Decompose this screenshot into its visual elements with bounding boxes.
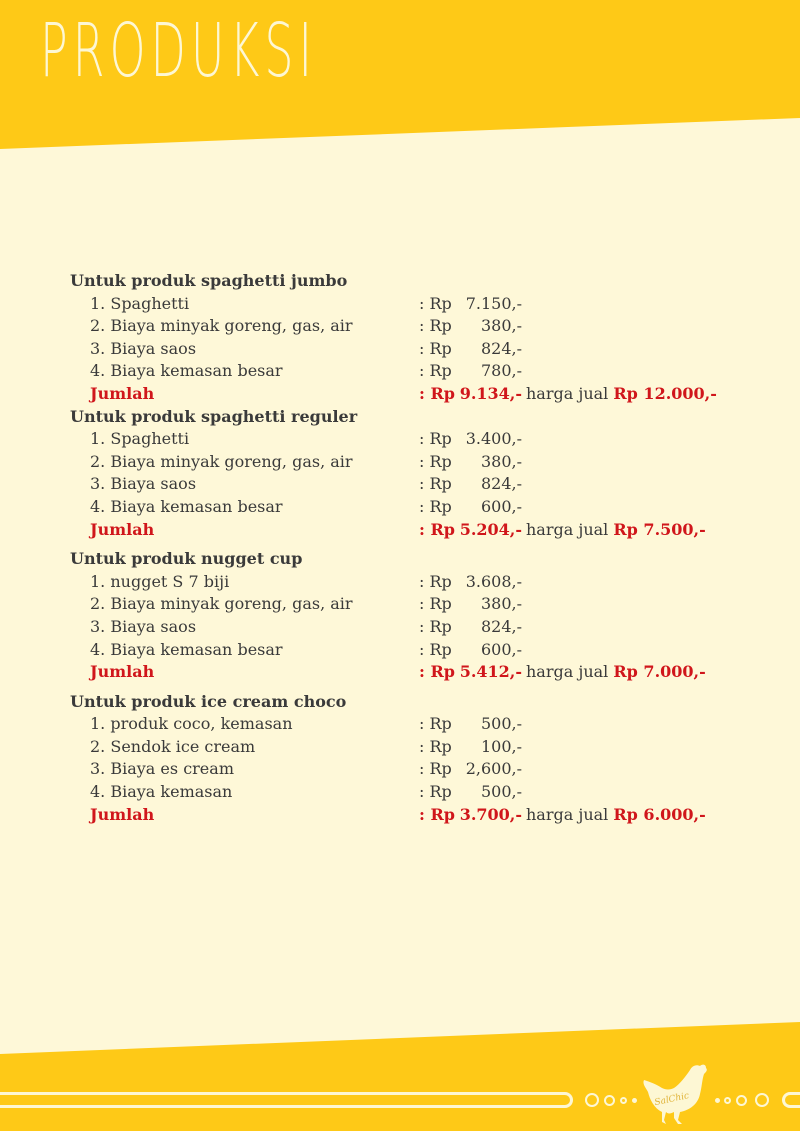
cost-amount: 824,- bbox=[480, 338, 522, 358]
currency: : Rp bbox=[419, 383, 455, 403]
cost-amount: 600,- bbox=[480, 496, 522, 516]
currency: : Rp bbox=[419, 293, 452, 313]
currency: : Rp bbox=[419, 594, 452, 614]
currency: : Rp bbox=[419, 639, 452, 659]
cost-row bbox=[70, 571, 770, 594]
currency: : Rp bbox=[419, 519, 455, 539]
dot-icon bbox=[724, 1097, 731, 1104]
total-amount: 5.412,- bbox=[459, 662, 522, 682]
dot-icon bbox=[604, 1095, 615, 1106]
sell-price-value: Rp 6.000,- bbox=[613, 804, 706, 824]
currency: : Rp bbox=[419, 662, 455, 682]
cost-label: 3. Biaya saos bbox=[90, 474, 197, 494]
currency: : Rp bbox=[419, 759, 452, 779]
currency: : Rp bbox=[419, 474, 452, 494]
sell-price bbox=[526, 804, 706, 827]
cost-amount: 824,- bbox=[480, 474, 522, 494]
section-spaghetti-reguler bbox=[70, 406, 770, 542]
cost-label: 1. produk coco, kemasan bbox=[90, 714, 293, 734]
chicken-icon bbox=[640, 1062, 712, 1128]
currency: : Rp bbox=[419, 316, 452, 336]
cost-amount: 2,600,- bbox=[465, 759, 522, 779]
sell-label: harga jual bbox=[526, 804, 609, 824]
total-row bbox=[70, 804, 770, 827]
total-row bbox=[70, 519, 770, 542]
cost-amount: 500,- bbox=[480, 782, 522, 802]
cost-row bbox=[70, 360, 770, 383]
total-row bbox=[70, 383, 770, 406]
cost-row bbox=[70, 758, 770, 781]
cost-amount: 780,- bbox=[480, 361, 522, 381]
cost-label: 1. nugget S 7 biji bbox=[90, 571, 230, 591]
cost-amount: 3.400,- bbox=[465, 429, 522, 449]
cost-row bbox=[70, 338, 770, 361]
sell-label: harga jual bbox=[526, 519, 609, 539]
section-ice-cream-choco bbox=[70, 691, 770, 827]
cost-row bbox=[70, 639, 770, 662]
footer-decorative-lines-right bbox=[782, 1092, 800, 1108]
currency: : Rp bbox=[419, 338, 452, 358]
dot-icon bbox=[736, 1095, 747, 1106]
section-nugget-cup bbox=[70, 548, 770, 684]
total-row bbox=[70, 661, 770, 684]
cost-row bbox=[70, 736, 770, 759]
total-label: Jumlah bbox=[90, 383, 155, 403]
cost-label: 4. Biaya kemasan besar bbox=[90, 361, 283, 381]
total-label: Jumlah bbox=[90, 804, 155, 824]
cost-label: 2. Biaya minyak goreng, gas, air bbox=[90, 316, 353, 336]
cost-row bbox=[70, 616, 770, 639]
total-label: Jumlah bbox=[90, 519, 155, 539]
cost-row bbox=[70, 428, 770, 451]
currency: : Rp bbox=[419, 496, 452, 516]
sell-price bbox=[526, 383, 717, 406]
cost-label: 1. Spaghetti bbox=[90, 293, 190, 313]
currency: : Rp bbox=[419, 361, 452, 381]
cost-amount: 100,- bbox=[480, 736, 522, 756]
cost-label: 4. Biaya kemasan bbox=[90, 782, 233, 802]
cost-amount: 7.150,- bbox=[465, 293, 522, 313]
currency: : Rp bbox=[419, 804, 455, 824]
cost-amount: 380,- bbox=[480, 316, 522, 336]
spacer bbox=[70, 541, 770, 548]
dot-icon bbox=[715, 1098, 720, 1103]
sell-price bbox=[526, 519, 706, 542]
cost-amount: 380,- bbox=[480, 451, 522, 471]
production-cost-list bbox=[70, 270, 770, 826]
section-title: Untuk produk nugget cup bbox=[70, 549, 303, 569]
currency: : Rp bbox=[419, 616, 452, 636]
page-title: PRODUKSI bbox=[40, 8, 317, 94]
logo-text: SalChic bbox=[653, 1091, 691, 1109]
sell-label: harga jual bbox=[526, 662, 609, 682]
currency: : Rp bbox=[419, 451, 452, 471]
cost-row bbox=[70, 713, 770, 736]
cost-label: 1. Spaghetti bbox=[90, 429, 190, 449]
cost-label: 2. Biaya minyak goreng, gas, air bbox=[90, 594, 353, 614]
dot-icon bbox=[755, 1093, 769, 1107]
total-amount: 9.134,- bbox=[459, 383, 522, 403]
footer-decorative-lines bbox=[0, 1092, 573, 1108]
cost-label: 2. Sendok ice cream bbox=[90, 736, 256, 756]
dot-icon bbox=[620, 1097, 627, 1104]
total-amount: 5.204,- bbox=[459, 519, 522, 539]
sell-price-value: Rp 12.000,- bbox=[613, 383, 717, 403]
cost-label: 2. Biaya minyak goreng, gas, air bbox=[90, 451, 353, 471]
cost-label: 4. Biaya kemasan besar bbox=[90, 496, 283, 516]
cost-label: 3. Biaya es cream bbox=[90, 759, 234, 779]
cost-amount: 500,- bbox=[480, 714, 522, 734]
cost-label: 3. Biaya saos bbox=[90, 616, 197, 636]
sell-label: harga jual bbox=[526, 383, 609, 403]
section-title: Untuk produk spaghetti jumbo bbox=[70, 271, 348, 290]
cost-label: 3. Biaya saos bbox=[90, 338, 197, 358]
sell-price-value: Rp 7.500,- bbox=[613, 519, 706, 539]
cost-row bbox=[70, 473, 770, 496]
cost-row bbox=[70, 593, 770, 616]
total-label: Jumlah bbox=[90, 662, 155, 682]
sell-price-value: Rp 7.000,- bbox=[613, 662, 706, 682]
spacer bbox=[70, 684, 770, 691]
cost-amount: 824,- bbox=[480, 616, 522, 636]
section-title: Untuk produk spaghetti reguler bbox=[70, 406, 358, 426]
section-spaghetti-jumbo bbox=[70, 270, 770, 406]
cost-row bbox=[70, 496, 770, 519]
section-title: Untuk produk ice cream choco bbox=[70, 691, 347, 711]
dot-icon bbox=[632, 1098, 637, 1103]
cost-row bbox=[70, 451, 770, 474]
cost-row bbox=[70, 315, 770, 338]
dot-icon bbox=[585, 1093, 599, 1107]
total-amount: 3.700,- bbox=[459, 804, 522, 824]
sell-price bbox=[526, 661, 706, 684]
cost-row bbox=[70, 293, 770, 316]
currency: : Rp bbox=[419, 571, 452, 591]
currency: : Rp bbox=[419, 782, 452, 802]
cost-label: 4. Biaya kemasan besar bbox=[90, 639, 283, 659]
currency: : Rp bbox=[419, 736, 452, 756]
cost-amount: 380,- bbox=[480, 594, 522, 614]
cost-amount: 600,- bbox=[480, 639, 522, 659]
currency: : Rp bbox=[419, 714, 452, 734]
currency: : Rp bbox=[419, 429, 452, 449]
cost-row bbox=[70, 781, 770, 804]
cost-amount: 3.608,- bbox=[465, 571, 522, 591]
